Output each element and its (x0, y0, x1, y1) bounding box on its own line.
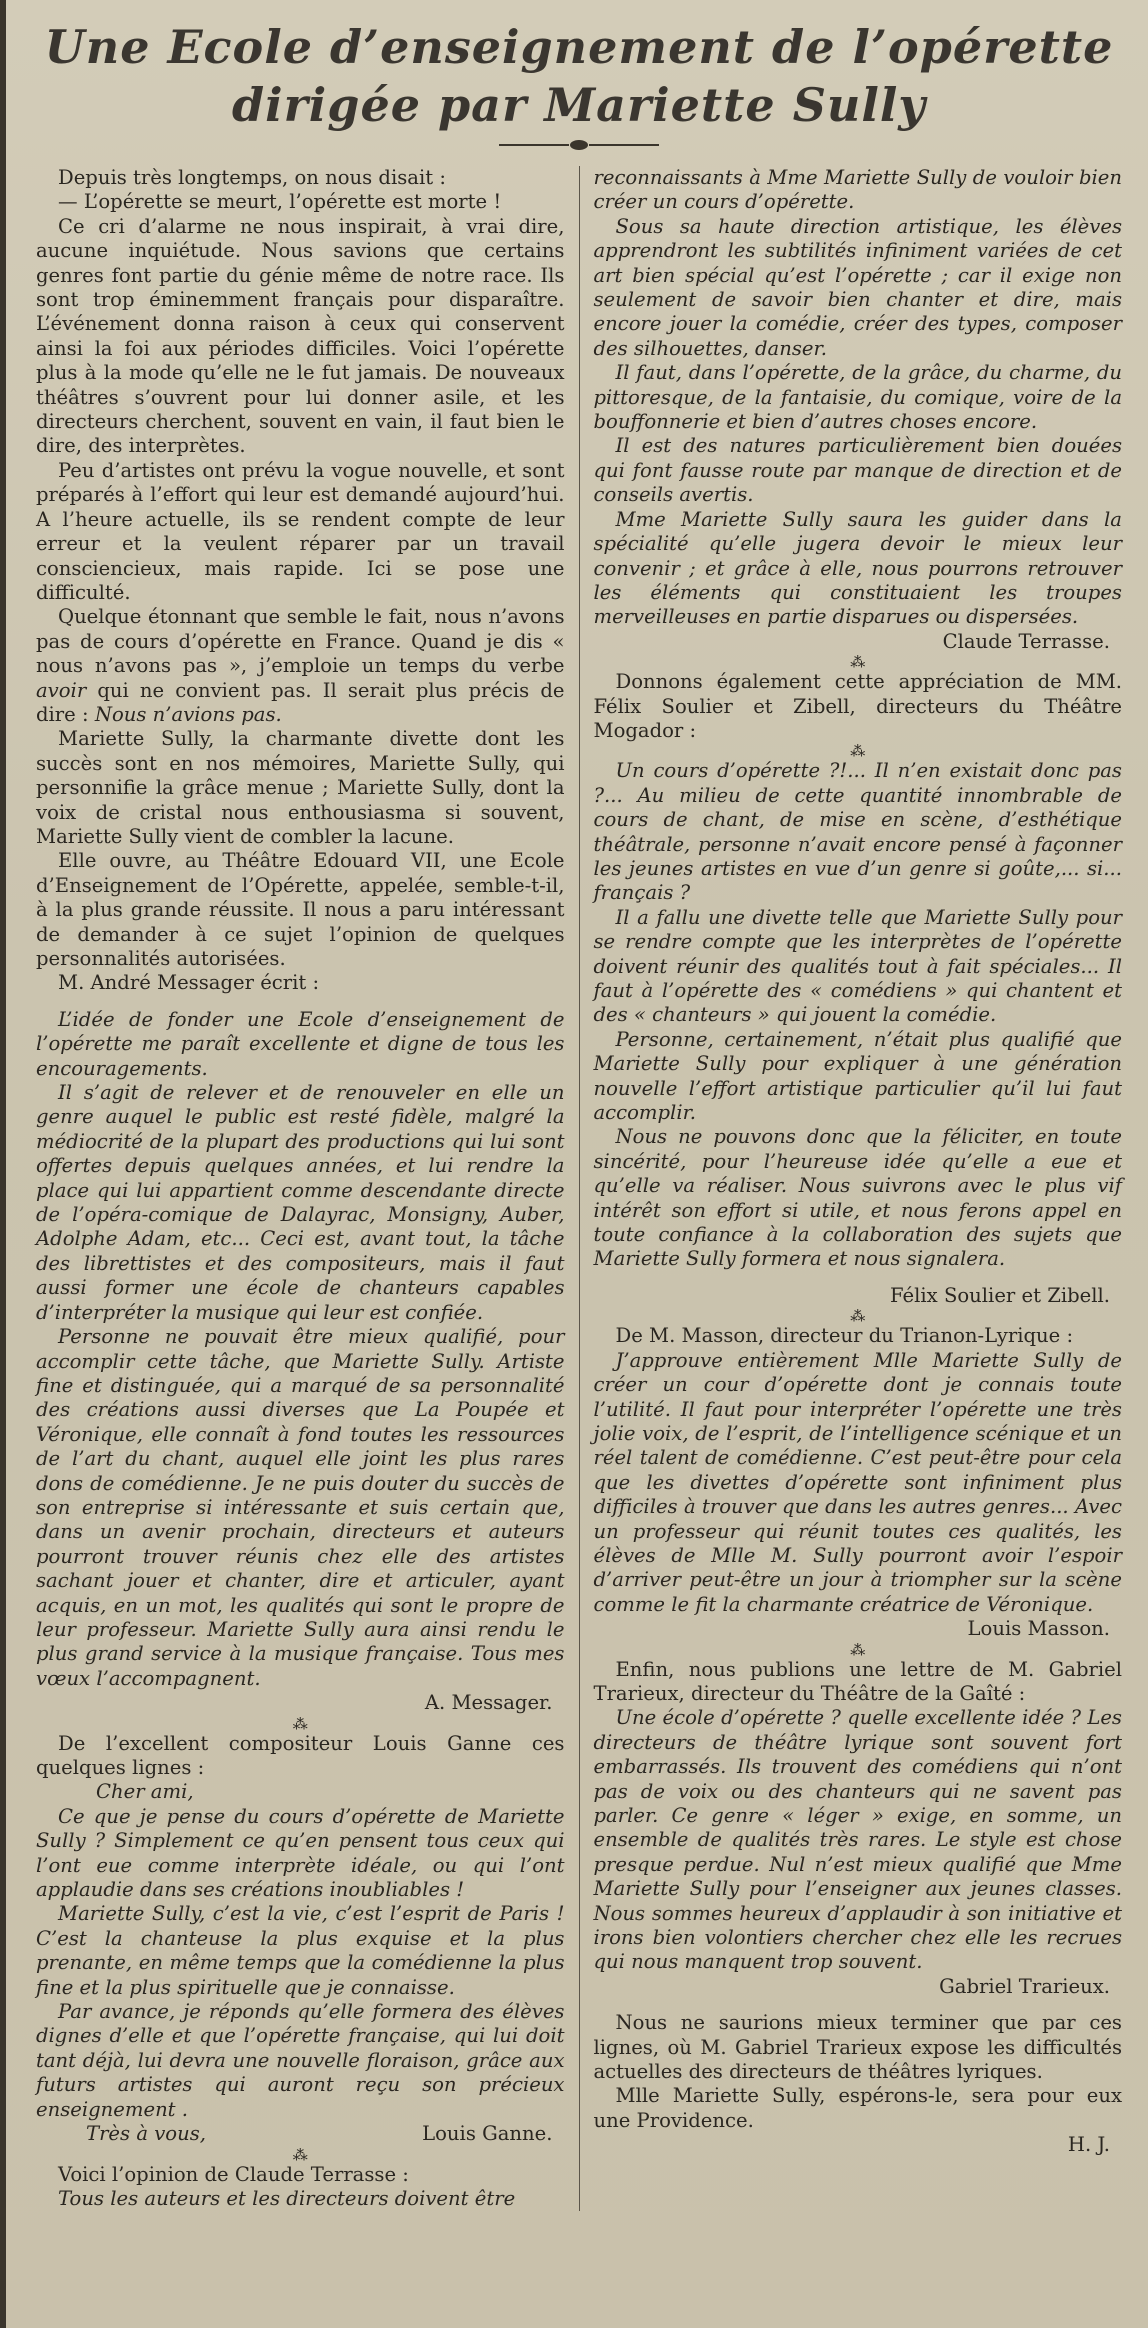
closing-line: Très à vous, Louis Ganne. (36, 2122, 565, 2146)
section-stars: ⁂ (292, 1714, 308, 1733)
left-column (36, 166, 580, 2211)
right-column (580, 166, 1123, 2211)
paragraph: Elle ouvre, au Théâtre Edouard VII, une Ecole d’Enseignement de l’Opérette, appelée, semble-t-il, à la plus grande réussite. Il nous a paru intéressant de demander à ce sujet l’opinion de quelques personnalités autorisées. (36, 849, 565, 970)
paragraph: — L’opérette se meurt, l’opérette est morte ! (58, 190, 502, 214)
paragraph: M. André Messager écrit : (58, 971, 320, 995)
quote-paragraph: Sous sa haute direction artistique, les élèves apprendront les subtilités infiniment variées de cet art bien spécial qu’est l’opérette ; car il exige non seulement de savoir bien chanter et dire, mais encore jouer la comédie, créer des types, composer des silhouettes, danser. (593, 214, 1122, 360)
section-stars: ⁂ (850, 653, 866, 672)
signature: H. J. (1067, 2133, 1110, 2157)
paragraph: Enfin, nous publions une lettre de M. Gabriel Trarieux, directeur du Théâtre de la Gaîté : (593, 1657, 1122, 1705)
quote-paragraph: Personne ne pouvait être mieux qualifié, pour accomplir cette tâche, que Mariette Sully. Artiste fine et distinguée, qui a marqué de sa personnalité des créations aussi diverses que La Poupée et Véronique, elle connaît à fond toutes les ressources de l’art du chant, auquel elle joint les plus rares dons de comédienne. Je ne puis douter du succès de son entreprise si intéressante et suis certain que, dans un avenir prochain, directeurs et auteurs pourront trouver réunis chez elle des artistes sachant jouer et chanter, dire et articuler, ayant acquis, en un mot, les qualités qui sont le propre de leur professeur. Mariette Sully aura ainsi rendu le plus grand service à la musique française. Tous mes vœux l’accompagnent. (36, 1325, 565, 1690)
paragraph: Quelque étonnant que semble le fait, nous n’avons pas de cours d’opérette en France. Quand je dis « nous n’avons pas », j’emploie un temps du verbe avoir qui ne convient pas. Il serait plus précis de dire : Nous n’avions pas. (36, 605, 565, 726)
title-ornament (499, 138, 659, 152)
paragraph: Nous ne saurions mieux terminer que par ces lignes, où M. Gabriel Trarieux expose les difficultés actuelles des directeurs de théâtres lyriques. (593, 2011, 1122, 2084)
quote-paragraph: Mariette Sully, c’est la vie, c’est l’esprit de Paris ! C’est la chanteuse la plus exquise et la plus prenante, en même temps que la comédienne la plus fine et la plus spirituelle que je connaisse. (36, 1902, 565, 1999)
quote-paragraph: Il faut, dans l’opérette, de la grâce, du charme, du pittoresque, de la fantaisie, du comique, voire de la bouffonnerie et bien d’autres choses encore. (593, 361, 1122, 434)
quote-paragraph: Nous ne pouvons donc que la féliciter, en toute sincérité, pour l’heureuse idée qu’elle a eue et qu’elle va réaliser. Nous suivrons avec le plus vif intérêt son effort si utile, et nous ferons appel en toute confiance à la collaboration des sujets que Mariette Sully formera et nous signalera. (593, 1125, 1122, 1271)
headline-line-1: Une Ecole d’enseignement de l’opérette (44, 20, 1114, 74)
quote-paragraph: Tous les auteurs et les directeurs doivent être (58, 2186, 516, 2210)
paragraph: Mariette Sully, la charmante divette dont les succès sont en nos mémoires, Mariette Sully, qui personnifie la grâce menue ; Mariette Sully, dont la voix de cristal nous enthousiasma si souvent, Mariette Sully vient de combler la lacune. (36, 727, 565, 848)
signature: Claude Terrasse. (942, 629, 1110, 653)
quote-paragraph: Il s’agit de relever et de renouveler en elle un genre auquel le public est resté fidèle, malgré la médiocrité de la plupart des productions qui lui sont offertes depuis quelques années, et lui rendre la place qui lui appartient comme descendante directe de l’opéra-comique de Dalayrac, Monsigny, Auber, Adolphe Adam, etc... Ceci est, avant tout, la tâche des librettistes et des compositeurs, mais il faut aussi former une école de chanteurs capables d’interpréter la musique qui leur est confiée. (36, 1081, 565, 1324)
quote-paragraph: Il a fallu une divette telle que Mariette Sully pour se rendre compte que les interprètes de l’opérette doivent réunir des qualités tout à fait spéciales... Il faut à l’opérette des « comédiens » qui chantent et des « chanteurs » qui jouent la comédie. (593, 905, 1122, 1027)
headline-line-2: dirigée par Mariette Sully (231, 78, 927, 132)
paragraph: De M. Masson, directeur du Trianon-Lyrique : (615, 1324, 1074, 1348)
quote-paragraph: J’approuve entièrement Mlle Mariette Sully de créer un cour d’opérette dont je connais toute l’utilité. Il faut pour interpréter l’opérette une très jolie voix, de l’esprit, de l’intelligence scénique et un réel talent de comédienne. C’est peut-être pour cela que les divettes d’opérette sont infiniment plus difficiles à trouver que dans les autres genres... Avec un professeur qui réunit toutes ces qualités, les élèves de Mlle M. Sully pourront avoir l’espoir d’arriver peut-être un jour à triompher sur la scène comme le fit la charmante créatrice de Véronique. (593, 1348, 1122, 1616)
salutation: Cher ami, (96, 1780, 194, 1804)
signature: Gabriel Trarieux. (939, 1974, 1110, 1998)
signature: Louis Ganne. (422, 2122, 553, 2146)
signature: Félix Soulier et Zibell. (890, 1283, 1110, 1307)
headline (36, 18, 1122, 134)
paragraph: Mlle Mariette Sully, espérons-le, sera pour eux une Providence. (593, 2084, 1122, 2132)
quote-paragraph: Il est des natures particulièrement bien douées qui font fausse route par manque de direction et de conseils avertis. (593, 434, 1122, 507)
article-columns (36, 166, 1122, 2211)
quote-paragraph: Personne, certainement, n’était plus qualifié que Mariette Sully pour expliquer à une génération nouvelle l’effort artistique particulier qu’il lui faut accomplir. (593, 1027, 1122, 1125)
paragraph: Ce cri d’alarme ne nous inspirait, à vrai dire, aucune inquiétude. Nous savions que certains genres font partie du génie même de notre race. Ils sont trop éminemment français pour disparaître. L’événement donna raison à ceux qui conservent ainsi la foi aux périodes difficiles. Voici l’opérette plus à la mode qu’elle ne le fut jamais. De nouveaux théâtres s’ouvrent pour lui donner asile, et les directeurs cherchent, souvent en vain, il faut bien le dire, des interprètes. (36, 214, 565, 458)
quote-paragraph: Mme Mariette Sully saura les guider dans la spécialité qu’elle jugera devoir le mieux leur convenir ; et grâce à elle, nous pourrons retrouver les éléments qui constituaient les troupes merveilleuses en partie disparues ou dispersées. (593, 507, 1122, 629)
quote-paragraph: reconnaissants à Mme Mariette Sully de vouloir bien créer un cours d’opérette. (593, 166, 1122, 214)
section-stars: ⁂ (292, 2145, 308, 2164)
section-stars: ⁂ (850, 1307, 866, 1326)
signature: A. Messager. (424, 1691, 553, 1715)
signature: Louis Masson. (967, 1617, 1110, 1641)
paragraph: De l’excellent compositeur Louis Ganne ces quelques lignes : (36, 1731, 565, 1779)
quote-paragraph: L’idée de fonder une Ecole d’enseignement de l’opérette me paraît excellente et digne de tous les encouragements. (36, 1007, 565, 1080)
paragraph: Peu d’artistes ont prévu la vogue nouvelle, et sont préparés à l’effort qui leur est demandé aujourd’hui. A l’heure actuelle, ils se rendent compte de leur erreur et la veulent réparer par un travail consciencieux, mais rapide. Ici se pose une difficulté. (36, 458, 565, 604)
section-stars: ⁂ (850, 1640, 866, 1659)
section-stars: ⁂ (850, 742, 866, 761)
quote-paragraph: Un cours d’opérette ?!... Il n’en existait donc pas ?... Au milieu de cette quantité innombrable de cours de chant, de mise en scène, d’esthétique théâtrale, personne n’avait encore pensé à façonner les jeunes artistes en vue d’un genre si goûte,... si... français ? (593, 759, 1122, 905)
paragraph: Donnons également cette appréciation de MM. Félix Soulier et Zibell, directeurs du Théâtre Mogador : (593, 670, 1122, 742)
paragraph: Voici l’opinion de Claude Terrasse : (58, 2162, 409, 2186)
quote-paragraph: Par avance, je réponds qu’elle formera des élèves dignes d’elle et que l’opérette française, qui lui doit tant déjà, lui devra une nouvelle floraison, grâce aux futurs artistes qui auront reçu son précieux enseignement . (36, 2000, 565, 2121)
paragraph: Depuis très longtemps, on nous disait : (58, 166, 446, 189)
quote-paragraph: Une école d’opérette ? quelle excellente idée ? Les directeurs de théâtre lyrique sont souvent fort embarrassés. Ils trouvent des comédiens qui n’ont pas de voix ou des chanteurs qui ne savent pas parler. Ce genre « léger » exige, en somme, un ensemble de qualités très rares. Le style est chose presque perdue. Nul n’est mieux qualifié que Mme Mariette Sully pour l’enseigner aux jeunes classes. Nous sommes heureux d’applaudir à son initiative et irons bien volontiers chercher chez elle les recrues qui nous manquent trop souvent. (593, 1706, 1122, 1974)
quote-paragraph: Ce que je pense du cours d’opérette de Mariette Sully ? Simplement ce qu’en pensent tous ceux qui l’ont eue comme interprète idéale, ou qui l’ont applaudie dans ses créations inoubliables ! (36, 1804, 565, 1902)
